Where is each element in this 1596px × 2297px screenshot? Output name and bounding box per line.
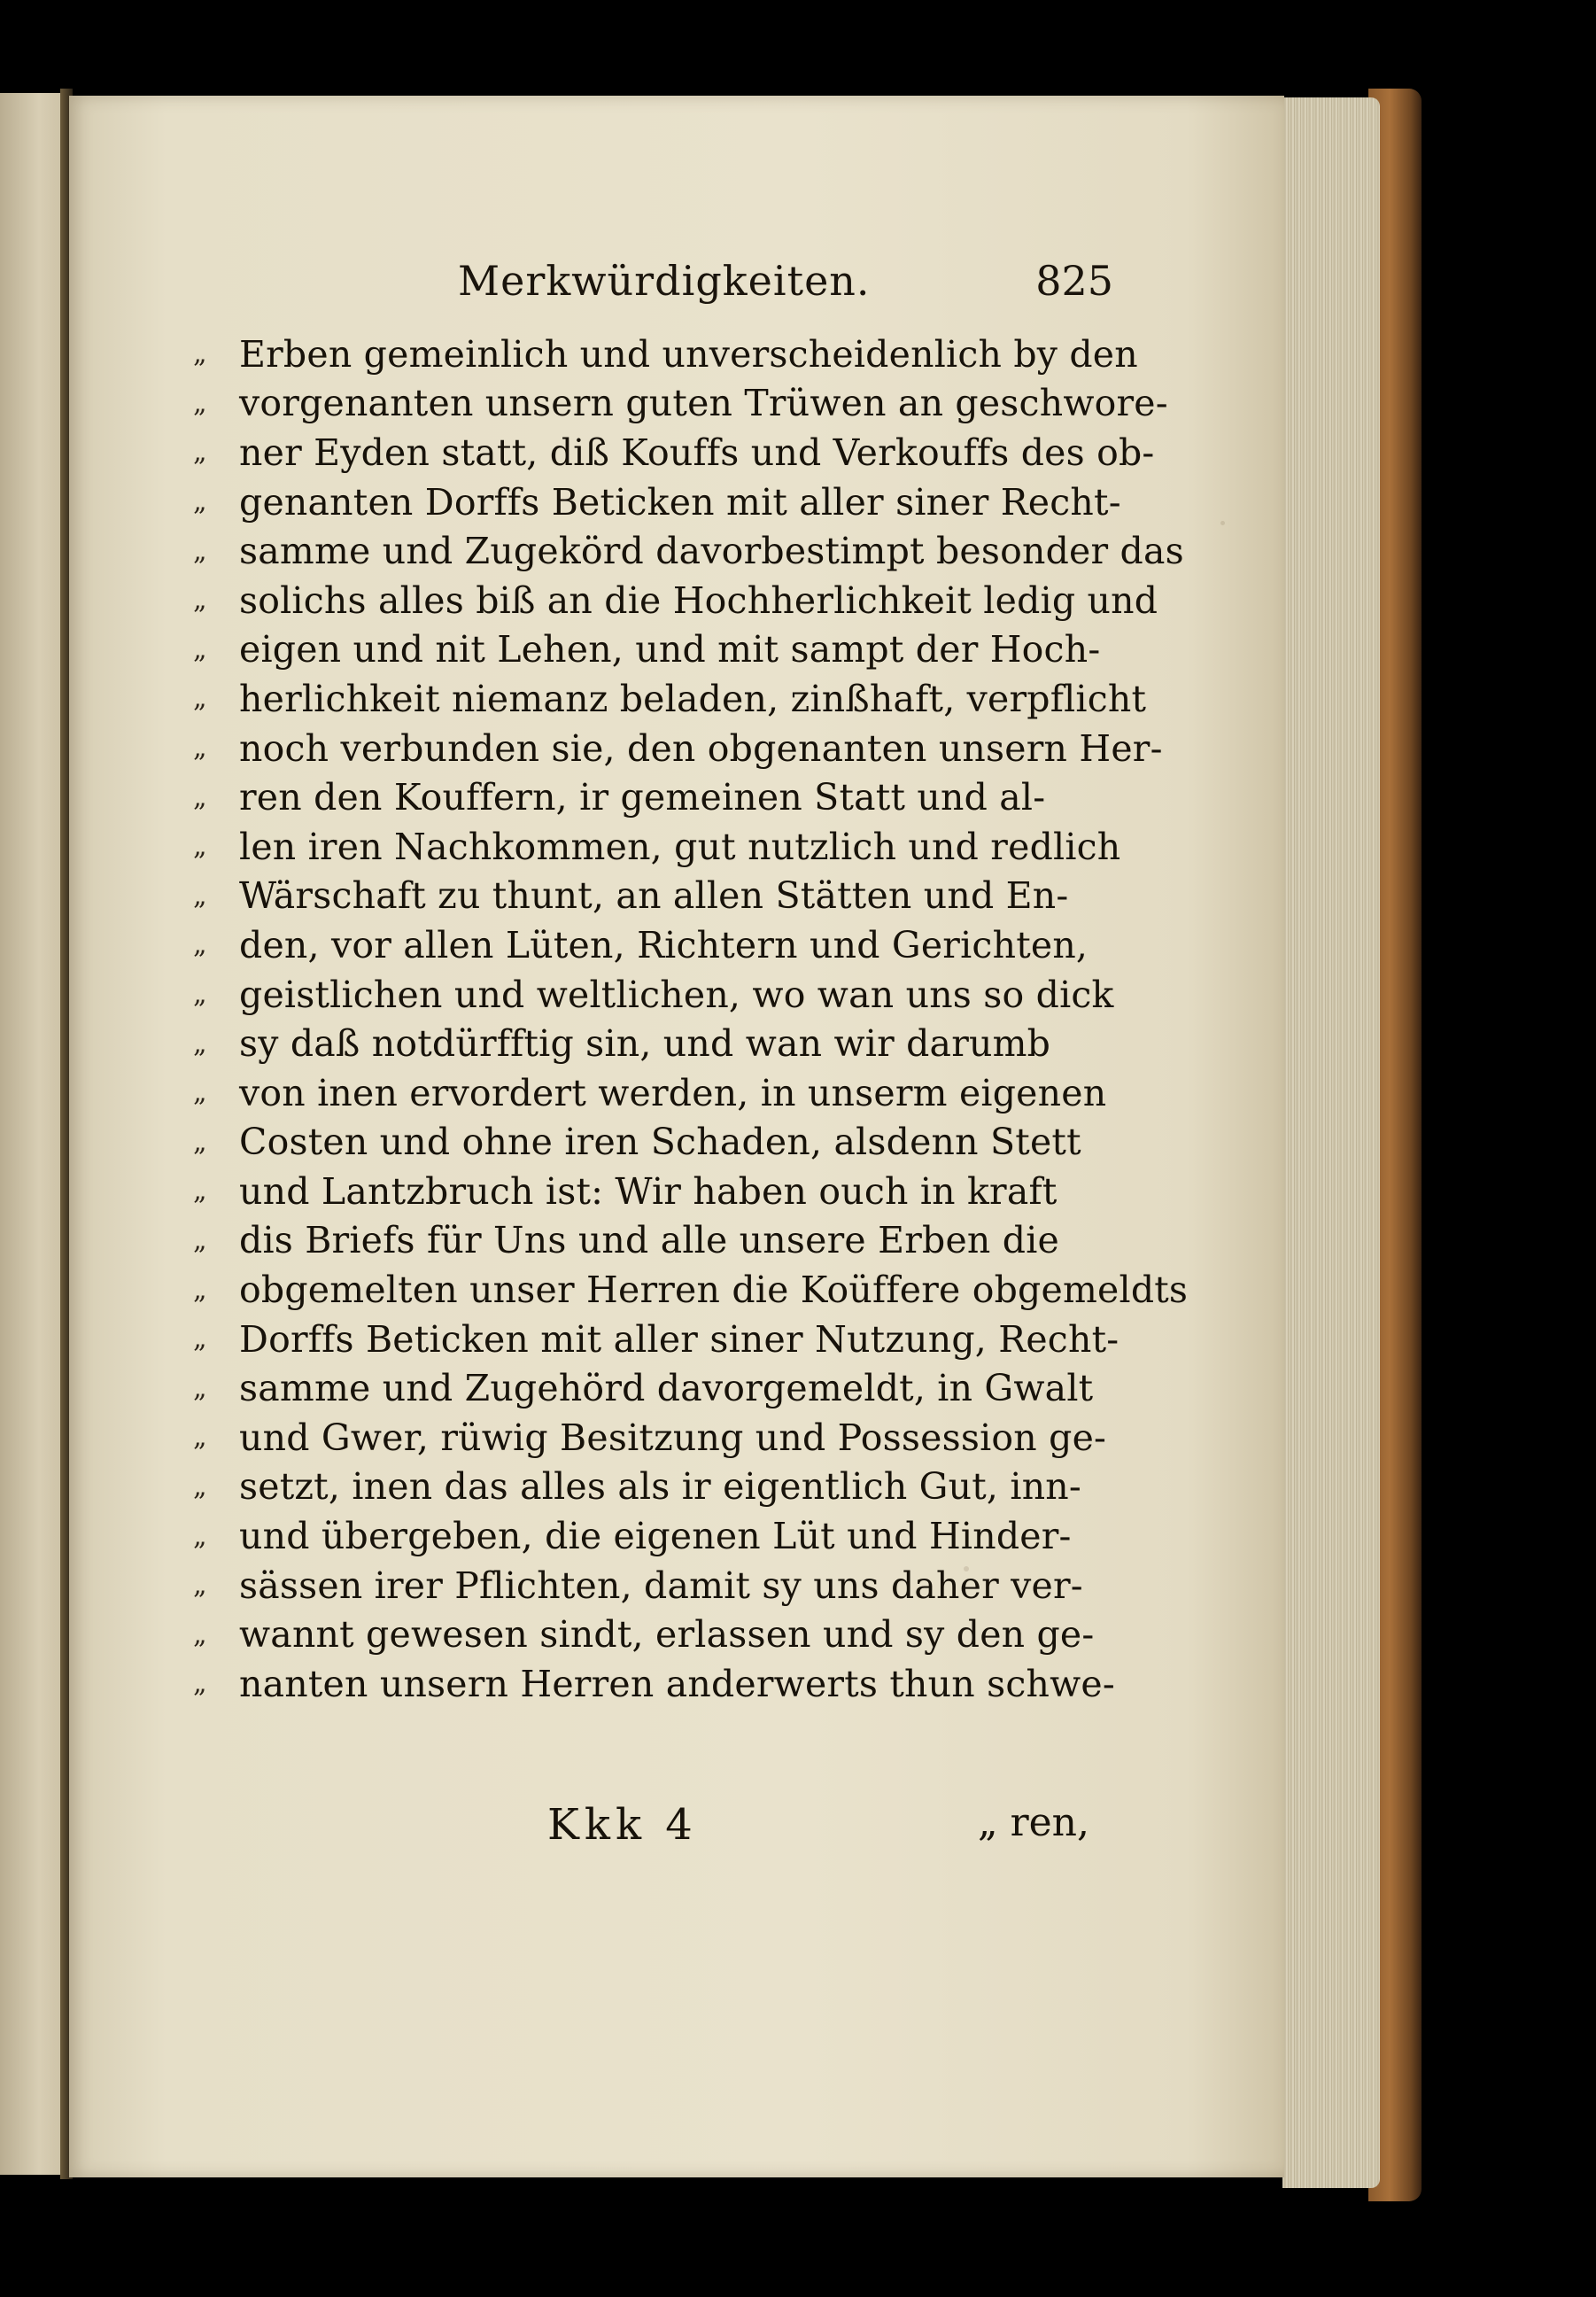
quote-mark: „ — [193, 1372, 207, 1404]
quote-mark: „ — [193, 1520, 207, 1552]
quote-mark: „ — [193, 880, 207, 912]
text-line — [193, 477, 1121, 527]
line-text: Costen und ohne iren Schaden, alsdenn Stett — [239, 1121, 1081, 1164]
text-line — [193, 872, 1089, 921]
quote-mark: „ — [193, 1618, 207, 1650]
text-line — [193, 1265, 1189, 1315]
text-line — [193, 724, 1163, 773]
text-line — [193, 625, 1101, 675]
text-line — [193, 379, 1168, 429]
text-line — [193, 1216, 1089, 1266]
text-line — [193, 1019, 1089, 1068]
quote-mark: „ — [193, 831, 207, 863]
quote-mark: „ — [193, 1176, 207, 1207]
page-header — [458, 257, 1113, 319]
quote-mark: „ — [193, 535, 207, 567]
line-text: herlichkeit niemanz beladen, zinßhaft, verpflicht — [239, 677, 1147, 720]
body-text — [193, 330, 1189, 1709]
text-line — [193, 576, 1158, 625]
quote-mark: „ — [193, 1274, 207, 1306]
line-text: vorgenanten unsern guten Trüwen an geschwore- — [239, 382, 1168, 425]
text-line — [193, 1167, 1089, 1216]
quote-mark: „ — [193, 1570, 207, 1602]
quote-mark: „ — [193, 1077, 207, 1109]
text-line — [193, 1610, 1095, 1659]
running-title: Merkwürdigkeiten. — [458, 257, 871, 305]
quote-mark: „ — [193, 585, 207, 617]
line-text: eigen und nit Lehen, und mit sampt der Hoch- — [239, 628, 1101, 671]
line-text: samme und Zugekörd davorbestimpt besonder das — [239, 530, 1184, 573]
signature-mark: Kkk 4 — [547, 1800, 698, 1850]
line-text: sässen irer Pflichten, damit sy uns daher ver- — [239, 1564, 1083, 1607]
paper-speck — [1220, 521, 1225, 525]
line-text: ren den Kouffern, ir gemeinen Statt und al- — [239, 776, 1046, 819]
line-text: den, vor allen Lüten, Richtern und Gerichten, — [239, 923, 1089, 966]
text-line — [193, 822, 1121, 872]
line-text: obgemelten unser Herren die Koüffere obgemeldts — [239, 1269, 1189, 1312]
quote-mark: „ — [193, 1422, 207, 1454]
line-text: ner Eyden statt, diß Kouffs und Verkouffs des ob- — [239, 431, 1155, 474]
quote-mark: „ — [193, 683, 207, 715]
text-line — [193, 526, 1184, 576]
text-line — [193, 1463, 1089, 1512]
text-line — [193, 674, 1147, 724]
quote-mark: „ — [193, 929, 207, 961]
text-line — [193, 920, 1089, 970]
catchword: „ ren, — [977, 1800, 1089, 1845]
quote-mark: „ — [193, 1028, 207, 1059]
line-text: und übergeben, die eigenen Lüt und Hinder- — [239, 1515, 1072, 1558]
quote-mark: „ — [193, 733, 207, 764]
text-line — [193, 772, 1089, 822]
line-text: dis Briefs für Uns und alle unsere Erben die — [239, 1219, 1059, 1262]
quote-mark: „ — [193, 1224, 207, 1256]
line-text: solichs alles biß an die Hochherlichkeit ledig und — [239, 578, 1158, 622]
text-line — [193, 1659, 1115, 1709]
line-text: nanten unsern Herren anderwerts thun schwe- — [239, 1662, 1115, 1705]
line-text: genanten Dorffs Beticken mit aller siner Recht- — [239, 480, 1121, 524]
line-text: sy daß notdürfftig sin, und wan wir darumb — [239, 1022, 1051, 1066]
quote-mark: „ — [193, 1471, 207, 1502]
line-text: noch verbunden sie, den obgenanten unsern Her- — [239, 726, 1163, 770]
quote-mark: „ — [193, 979, 207, 1011]
quote-mark: „ — [193, 338, 207, 370]
quote-mark: „ — [193, 387, 207, 419]
quote-mark: „ — [193, 1126, 207, 1158]
line-text: und Lantzbruch ist: Wir haben ouch in kraft — [239, 1169, 1058, 1213]
page-footer — [193, 1800, 1089, 1862]
quote-mark: „ — [193, 437, 207, 469]
quote-mark: „ — [193, 486, 207, 518]
quote-mark: „ — [193, 1668, 207, 1700]
line-text: setzt, inen das alles als ir eigentlich Gut, inn- — [239, 1465, 1081, 1509]
quote-mark: „ — [193, 781, 207, 813]
text-line — [193, 1561, 1089, 1610]
line-text: von inen ervordert werden, in unserm eigenen — [239, 1071, 1107, 1114]
text-line — [193, 1363, 1094, 1413]
page-number: 825 — [1035, 257, 1113, 305]
line-text: samme und Zugehörd davorgemeldt, in Gwalt — [239, 1367, 1094, 1410]
line-text: len iren Nachkommen, gut nutzlich und redlich — [239, 825, 1121, 868]
line-text: und Gwer, rüwig Besitzung und Possession ge- — [239, 1416, 1107, 1459]
text-line — [193, 1315, 1120, 1364]
line-text: Dorffs Beticken mit aller siner Nutzung, Recht- — [239, 1317, 1120, 1361]
line-text: wannt gewesen sindt, erlassen und sy den ge- — [239, 1613, 1095, 1657]
text-line — [193, 1068, 1107, 1118]
line-text: geistlichen und weltlichen, wo wan uns so dick — [239, 973, 1114, 1016]
text-line — [193, 1118, 1089, 1168]
text-line — [193, 330, 1138, 379]
page-stack-edges — [1282, 97, 1380, 2188]
quote-mark: „ — [193, 1323, 207, 1355]
quote-mark: „ — [193, 633, 207, 665]
text-line — [193, 1511, 1089, 1561]
text-line — [193, 428, 1155, 477]
line-text: Erben gemeinlich und unverscheidenlich by den — [239, 332, 1138, 376]
line-text: Wärschaft zu thunt, an allen Stätten und En- — [239, 874, 1069, 918]
text-line — [193, 970, 1114, 1020]
text-line — [193, 1413, 1107, 1463]
